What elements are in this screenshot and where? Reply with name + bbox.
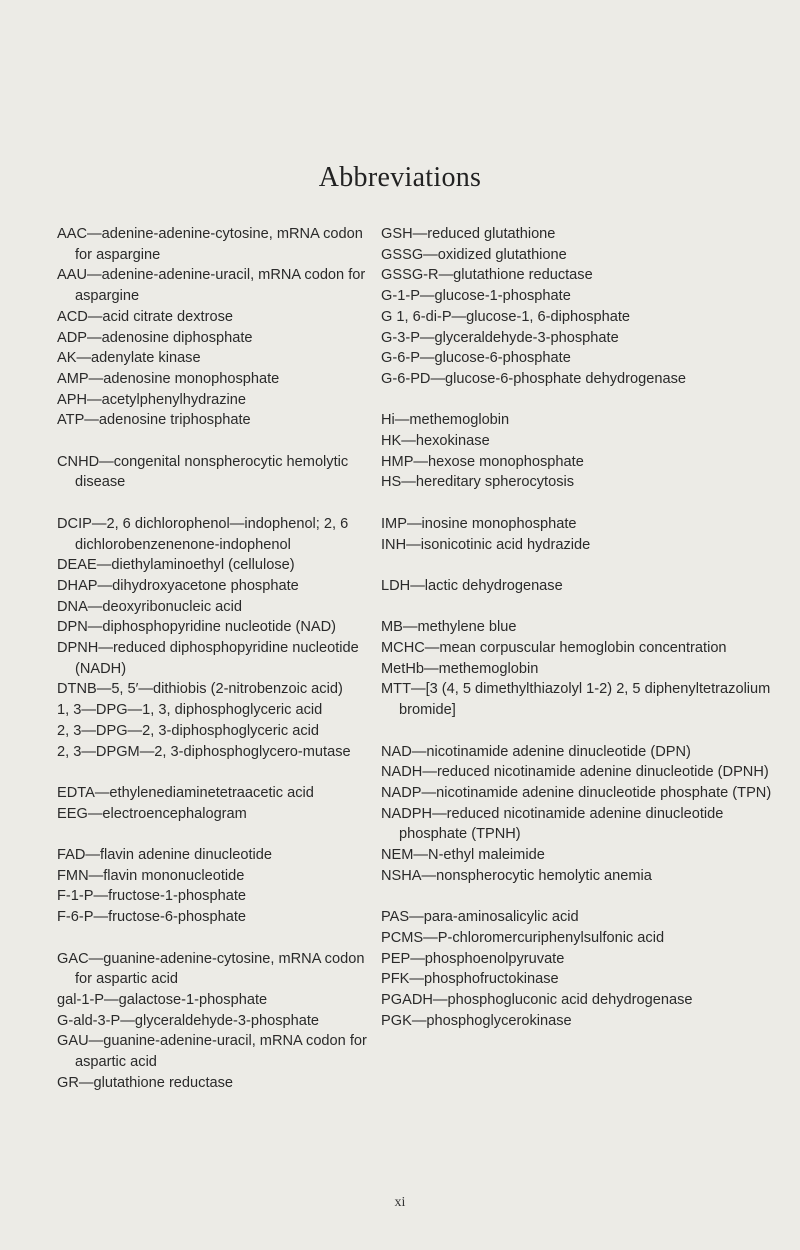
abbreviation-entry: AMP—adenosine monophosphate (57, 370, 280, 387)
group-spacer (381, 721, 781, 742)
abbreviation-entry: FAD—flavin adenine dinucleotide (57, 847, 272, 864)
abbreviation-entry: NADP—nicotinamide adenine dinucleotide phosphate (TPN) (381, 784, 772, 801)
abbreviation-entry: HS—hereditary spherocytosis (381, 474, 575, 491)
group-spacer (381, 493, 781, 514)
abbreviation-entry: AAU—adenine-adenine-uracil, mRNA codon for aspargine (57, 267, 366, 305)
abbreviation-entry: PGADH—phosphogluconic acid dehydrogenase (381, 991, 693, 1008)
abbreviation-entry: ACD—acid citrate dextrose (57, 308, 234, 325)
abbreviation-entry: ATP—adenosine triphosphate (57, 412, 251, 429)
abbreviation-entry: G-6-PD—glucose-6-phosphate dehydrogenase (381, 370, 687, 387)
abbreviation-entry: EEG—electroencephalogram (57, 805, 247, 822)
abbreviation-entry: PAS—para-aminosalicylic acid (381, 909, 579, 926)
abbreviation-entry: NEM—N-ethyl maleimide (381, 847, 545, 864)
abbreviation-entry: DCIP—2, 6 dichlorophenol—indophenol; 2, 6 dichlorobenzenenone-indophenol (57, 515, 349, 553)
abbreviation-entry: NADPH—reduced nicotinamide adenine dinucleotide phosphate (TPNH) (381, 805, 724, 843)
abbreviation-entry: 2, 3—DPG—2, 3-diphosphoglyceric acid (57, 722, 320, 739)
abbreviation-entry: MetHb—methemoglobin (381, 660, 539, 677)
page-number: xi (394, 1195, 406, 1210)
group-spacer (57, 431, 372, 452)
abbreviation-entry: G-1-P—glucose-1-phosphate (381, 288, 571, 305)
abbreviation-entry: 2, 3—DPGM—2, 3-diphosphoglycero-mutase (57, 743, 351, 760)
abbreviation-entry: 1, 3—DPG—1, 3, diphosphoglyceric acid (57, 702, 323, 719)
abbreviation-entry: DPNH—reduced diphosphopyridine nucleotide (NADH) (57, 640, 359, 677)
abbreviation-entry: CNHD—congenital nonspherocytic hemolytic disease (57, 453, 349, 491)
abbreviation-entry: MTT—[3 (4, 5 dimethylthiazolyl 1-2) 2, 5 diphenyltetrazolium bromide] (381, 681, 771, 719)
abbreviation-entry: G-6-P—glucose-6-phosphate (381, 350, 571, 367)
abbreviation-entry: DEAE—diethylaminoethyl (cellulose) (57, 557, 295, 574)
abbreviation-entry: INH—isonicotinic acid hydrazide (381, 536, 591, 553)
group-spacer (57, 928, 372, 949)
abbreviation-entry: GAC—guanine-adenine-cytosine, mRNA codon for aspartic acid (57, 950, 365, 988)
abbreviation-entry: DNA—deoxyribonucleic acid (57, 598, 242, 615)
abbreviation-entry: FMN—flavin mononucleotide (57, 867, 245, 884)
right-abbreviation-column (381, 224, 781, 1031)
abbreviation-entry: F-1-P—fructose-1-phosphate (57, 888, 246, 905)
abbreviation-entry: gal-1-P—galactose-1-phosphate (57, 991, 268, 1008)
abbreviation-entry: PFK—phosphofructokinase (381, 971, 559, 988)
abbreviation-entry: HMP—hexose monophosphate (381, 453, 584, 470)
abbreviation-entry: DHAP—dihydroxyacetone phosphate (57, 577, 299, 594)
abbreviation-entry: F-6-P—fructose-6-phosphate (57, 909, 246, 926)
group-spacer (381, 886, 781, 907)
abbreviation-entry: G-3-P—glyceraldehyde-3-phosphate (381, 329, 619, 346)
abbreviation-entry: IMP—inosine monophosphate (381, 515, 577, 532)
group-spacer (381, 390, 781, 411)
group-spacer (381, 597, 781, 618)
left-abbreviation-column (57, 224, 372, 1093)
group-spacer (57, 493, 372, 514)
abbreviation-entry: PCMS—P-chloromercuriphenylsulfonic acid (381, 929, 665, 946)
abbreviation-entry: DPN—diphosphopyridine nucleotide (NAD) (57, 619, 337, 636)
abbreviation-entry: MB—methylene blue (381, 619, 517, 636)
abbreviation-entry: NSHA—nonspherocytic hemolytic anemia (381, 867, 652, 884)
group-spacer (381, 555, 781, 576)
abbreviation-entry: PGK—phosphoglycerokinase (381, 1012, 572, 1029)
abbreviation-entry: AK—adenylate kinase (57, 350, 201, 367)
abbreviation-entry: GSSG-R—glutathione reductase (381, 267, 593, 284)
abbreviation-entry: GSSG—oxidized glutathione (381, 246, 567, 263)
abbreviation-entry: GAU—guanine-adenine-uracil, mRNA codon for aspartic acid (57, 1033, 367, 1071)
abbreviation-entry: ADP—adenosine diphosphate (57, 329, 253, 346)
group-spacer (57, 824, 372, 845)
abbreviation-entry: Hi—methemoglobin (381, 412, 510, 429)
abbreviation-entry: G 1, 6-di-P—glucose-1, 6-diphosphate (381, 308, 631, 325)
abbreviation-entry: G-ald-3-P—glyceraldehyde-3-phosphate (57, 1012, 320, 1029)
abbreviation-entry: MCHC—mean corpuscular hemoglobin concentration (381, 640, 727, 656)
abbreviation-entry: NAD—nicotinamide adenine dinucleotide (DPN) (381, 743, 691, 760)
abbreviation-entry: GSH—reduced glutathione (381, 226, 556, 242)
abbreviation-entry: APH—acetylphenylhydrazine (57, 391, 247, 408)
group-spacer (57, 762, 372, 783)
abbreviation-entry: LDH—lactic dehydrogenase (381, 577, 563, 594)
abbreviation-entry: NADH—reduced nicotinamide adenine dinucleotide (DPNH) (381, 764, 769, 781)
page-title: Abbreviations (318, 162, 482, 193)
abbreviation-entry: GR—glutathione reductase (57, 1074, 234, 1091)
abbreviation-entry: AAC—adenine-adenine-cytosine, mRNA codon for aspargine (57, 226, 363, 263)
abbreviation-entry: EDTA—ethylenediaminetetraacetic acid (57, 784, 314, 801)
abbreviation-entry: PEP—phosphoenolpyruvate (381, 950, 565, 967)
abbreviation-entry: DTNB—5, 5′—dithiobis (2-nitrobenzoic acid) (57, 681, 343, 698)
abbreviation-entry: HK—hexokinase (381, 433, 490, 450)
